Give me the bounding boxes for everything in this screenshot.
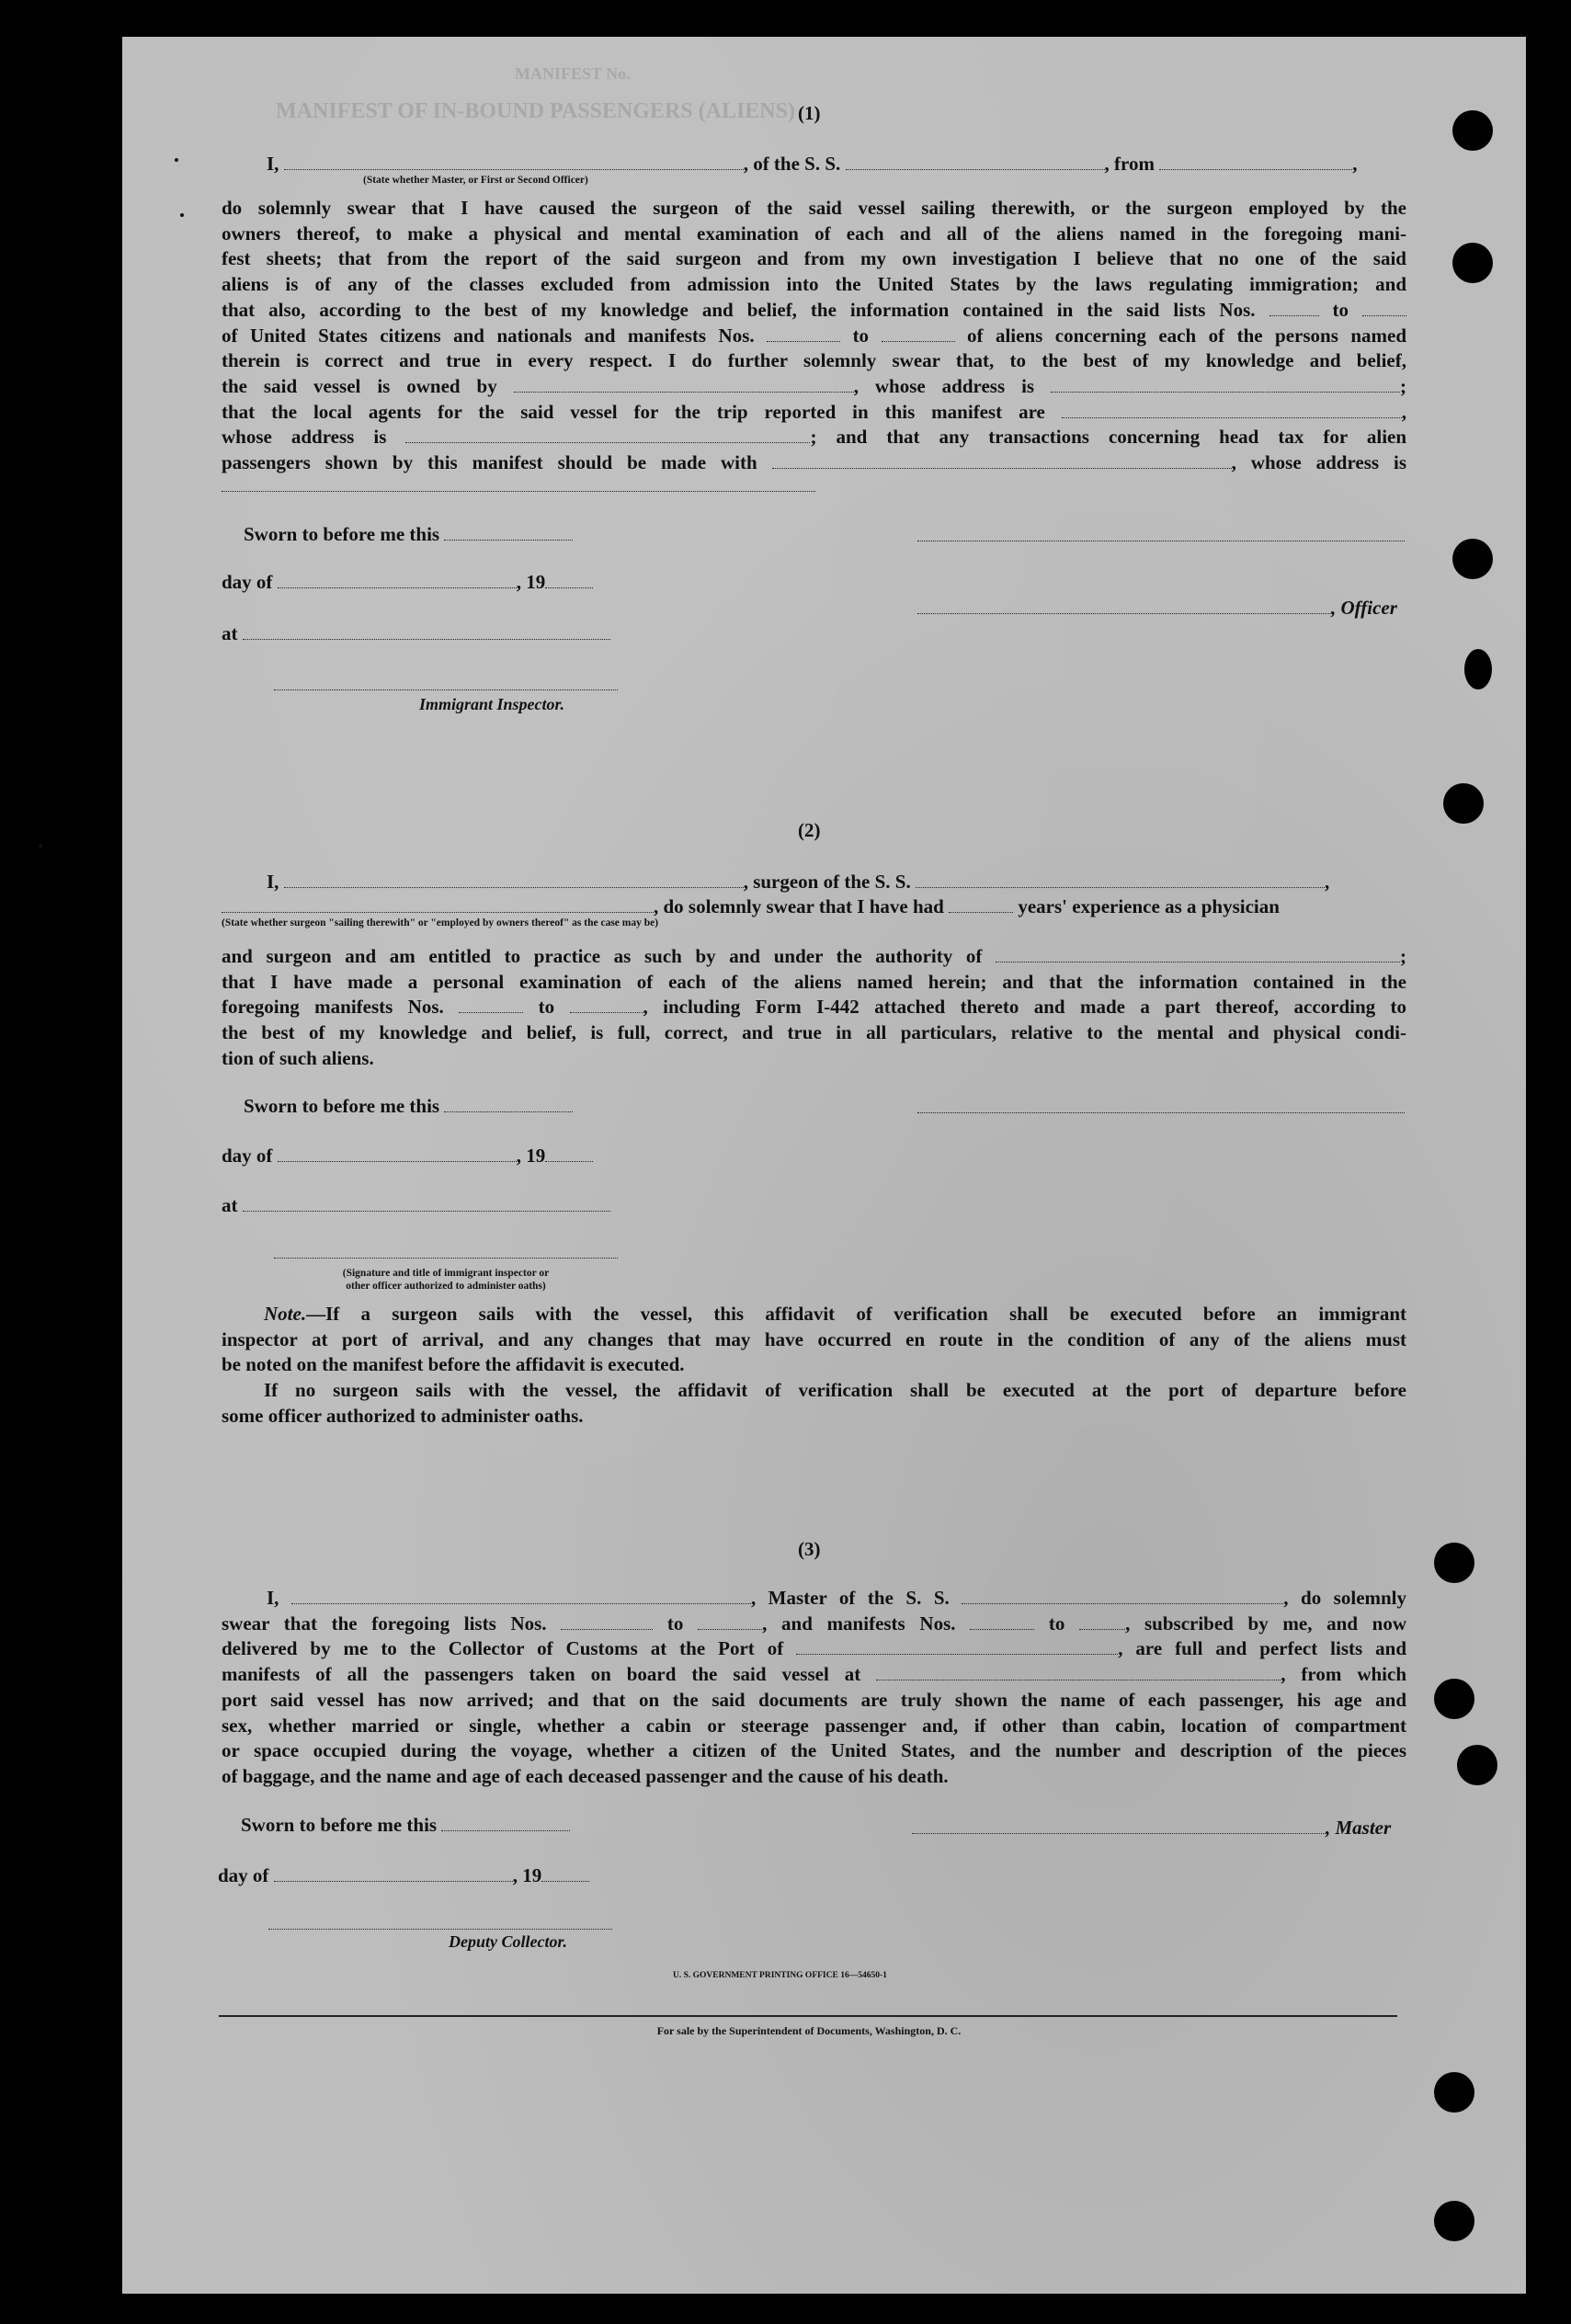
s1-us-line	[222, 324, 1406, 349]
binder-hole	[1434, 2072, 1474, 2113]
s3-body-line: or space occupied during the voyage, whether a citizen of the United States, and the number and description of the pieces	[222, 1739, 1406, 1762]
s3-line2	[222, 1612, 1406, 1637]
s3-line3	[222, 1636, 1406, 1662]
s1-officer-label: , Officer	[1331, 597, 1397, 619]
s2-sig-note-1: (Signature and title of immigrant inspector or	[342, 1268, 550, 1279]
s1-officer-signature-field[interactable]	[917, 597, 1331, 614]
footer-rule	[219, 2015, 1397, 2017]
s3-body-line: port said vessel has now arrived; and that on the said documents are truly shown the name of each passenger, his age and	[222, 1688, 1406, 1711]
s1-lists-to: to	[1332, 298, 1349, 321]
ghost-manifest-title: MANIFEST OF IN-BOUND PASSENGERS (ALIENS)	[276, 99, 795, 123]
binder-hole	[1434, 2201, 1474, 2241]
s2-surgeon-of-ss: , surgeon of the S. S.	[743, 871, 911, 893]
s3-master-name-field[interactable]	[291, 1587, 751, 1604]
s1-sworn-field[interactable]	[444, 523, 573, 541]
s1-owned-text: the said vessel is owned by	[222, 374, 497, 397]
s3-day-of	[218, 1863, 589, 1888]
s3-body-line: sex, whether married or single, whether a cabin or steerage passenger and, if other than cabin, location of compartment	[222, 1714, 1406, 1737]
s3-line4	[222, 1662, 1406, 1688]
s3-master-signature-field[interactable]	[912, 1817, 1326, 1834]
s1-day-of-text: day of	[222, 571, 273, 593]
s2-best-line: the best of my knowledge and belief, is full, correct, and true in all particulars, relative to the mental and physical condi-	[222, 1021, 1406, 1044]
gpo-imprint: U. S. GOVERNMENT PRINTING OFFICE 16—54650-1	[673, 1971, 887, 1980]
s2-years-field[interactable]	[949, 895, 1013, 913]
s2-auth-text: and surgeon and am entitled to practice as such by and under the authority of	[222, 945, 983, 967]
s2-note2-line	[222, 1378, 1406, 1404]
s1-manifest-from-field[interactable]	[767, 325, 840, 342]
binder-hole	[1452, 243, 1493, 283]
s1-inspector-label: Immigrant Inspector.	[419, 695, 565, 713]
s2-at-field[interactable]	[243, 1194, 610, 1212]
s1-from-field[interactable]	[1159, 153, 1352, 170]
s1-officer-note: (State whether Master, or First or Second Officer)	[363, 175, 588, 186]
speck	[175, 158, 178, 162]
s1-owner-address-field[interactable]	[1051, 375, 1400, 393]
binder-hole	[1434, 1543, 1474, 1583]
s3-master-label: , Master	[1326, 1817, 1392, 1839]
s1-day-field[interactable]	[278, 571, 517, 588]
binder-hole	[1464, 649, 1492, 689]
s1-agents-comma: ,	[1401, 400, 1407, 423]
s1-vessel-field[interactable]	[846, 153, 1105, 170]
s2-fm-line	[222, 995, 1406, 1020]
s2-note	[222, 1302, 1406, 1430]
s2-fm-to: to	[538, 996, 555, 1019]
s2-authority-field[interactable]	[996, 945, 1400, 963]
s1-comma: ,	[1352, 153, 1358, 175]
binder-hole	[1452, 539, 1493, 579]
s1-agents-line	[222, 400, 1406, 426]
s3-manifests-text: , and manifests Nos.	[762, 1612, 956, 1635]
s2-sworn-field[interactable]	[444, 1095, 573, 1112]
s1-body-line: aliens is of any of the classes excluded from admission into the United States by the laws regulating immigration; and	[222, 273, 1406, 296]
s2-line2	[222, 894, 1280, 919]
s1-pass-line	[222, 450, 1406, 476]
s3-year-field[interactable]	[541, 1864, 589, 1882]
s1-body	[222, 196, 1406, 476]
s3-sworn	[241, 1813, 570, 1838]
s2-note2-line: some officer authorized to administer oaths.	[222, 1404, 584, 1427]
s1-manifest-to-field[interactable]	[882, 325, 955, 342]
s3-lists-text: swear that the foregoing lists Nos.	[222, 1612, 547, 1635]
section2-number: (2)	[798, 819, 821, 841]
s3-manifests-all-text: manifests of all the passengers taken on board the said vessel at	[222, 1663, 861, 1686]
s3-lists-to-field[interactable]	[698, 1612, 762, 1630]
s2-line1	[267, 870, 1329, 894]
s1-i: I,	[267, 153, 279, 175]
footer-sale-note: For sale by the Superintendent of Documents, Washington, D. C.	[656, 2024, 962, 2037]
s2-years-text: years' experience as a physician	[1018, 895, 1280, 917]
speck	[180, 213, 184, 217]
s3-lists-to: to	[666, 1612, 684, 1635]
s1-pass-text: passengers shown by this manifest should be made with	[222, 451, 757, 474]
s2-day-of-text: day of	[222, 1145, 273, 1167]
s1-from: , from	[1104, 153, 1155, 175]
s3-year-text: , 19	[512, 1864, 542, 1886]
s1-owner-field[interactable]	[514, 375, 854, 393]
s1-lists-from-field[interactable]	[1269, 299, 1319, 316]
s3-solemnly: , do solemnly	[1283, 1587, 1407, 1609]
s3-master	[912, 1816, 1391, 1840]
s2-sworn-text: Sworn to before me this	[244, 1095, 440, 1117]
s2-semicolon: ;	[1400, 945, 1406, 967]
s2-sailing-status-field[interactable]	[222, 895, 654, 913]
s3-master-of-ss: , Master of the S. S.	[750, 1587, 950, 1609]
s1-at-field[interactable]	[243, 622, 610, 640]
s3-day-field[interactable]	[274, 1864, 513, 1882]
s1-line1	[267, 152, 1357, 177]
s2-auth-line	[222, 944, 1406, 970]
s1-lists-text: that also, according to the best of my knowledge and belief, the information contained in the said lists Nos.	[222, 298, 1256, 321]
binder-hole	[1452, 110, 1493, 151]
s1-us-text: of United States citizens and nationals and manifests Nos.	[222, 324, 755, 347]
ghost-manifest-no: MANIFEST No.	[515, 64, 631, 83]
s1-inspector-signature-line[interactable]	[274, 689, 618, 690]
s2-swear-text: , do solemnly swear that I have had	[654, 895, 944, 917]
s3-body	[222, 1586, 1406, 1790]
s2-i: I,	[267, 871, 279, 893]
s2-vessel-field[interactable]	[916, 871, 1325, 888]
s2-fm-text-b: , including Form I-442 attached thereto and made a part thereof, according to	[643, 996, 1407, 1019]
s3-port-field[interactable]	[796, 1637, 1118, 1655]
s3-from-which-text: , from which	[1281, 1663, 1406, 1686]
s2-at-text: at	[222, 1194, 238, 1216]
s2-sig-note-2: other officer authorized to administer oaths)	[346, 1281, 546, 1292]
s2-inspector-signature-line[interactable]	[274, 1258, 618, 1259]
s2-note-label: Note.	[264, 1303, 307, 1325]
s3-i: I,	[267, 1587, 279, 1609]
s1-officer-name-field[interactable]	[284, 153, 744, 170]
s3-sworn-text: Sworn to before me this	[241, 1814, 438, 1836]
s3-manifest-to-field[interactable]	[1079, 1612, 1125, 1630]
speck	[39, 844, 42, 848]
s1-of-ss: , of the S. S.	[743, 153, 841, 175]
s2-day-of	[222, 1144, 593, 1168]
s1-owner-address-label: , whose address is	[853, 374, 1035, 397]
s3-departure-port-field[interactable]	[876, 1663, 1281, 1680]
s2-note2-text: If no surgeon sails with the vessel, the affidavit of verification shall be executed at the port of departure before	[264, 1379, 1406, 1402]
s2-tion-line: tion of such aliens.	[222, 1046, 374, 1069]
s2-at	[222, 1193, 610, 1218]
s2-exam-line: that I have made a personal examination of each of the aliens named herein; and that the information contained in the	[222, 970, 1406, 993]
s2-day-field[interactable]	[278, 1145, 517, 1162]
s1-pass-text-b: , whose address is	[1231, 451, 1407, 474]
binder-hole	[1443, 783, 1484, 824]
s1-us-to: to	[852, 324, 870, 347]
s2-note-line: inspector at port of arrival, and any changes that may have occurred en route in the condition of any of the aliens must	[222, 1327, 1406, 1350]
s3-delivered-text: delivered by me to the Collector of Customs at the Port of	[222, 1637, 784, 1660]
s1-at	[222, 621, 610, 646]
s3-day-of-text: day of	[218, 1864, 269, 1886]
s3-body-line: of baggage, and the name and age of each deceased passenger and the cause of his death.	[222, 1764, 949, 1787]
s3-perfect-text: , are full and perfect lists and	[1118, 1637, 1406, 1660]
s1-addr-line	[222, 425, 1406, 450]
s3-manifest-from-field[interactable]	[970, 1612, 1034, 1630]
binder-hole	[1457, 1745, 1497, 1785]
s2-surgeon-note: (State whether surgeon "sailing therewith" or "employed by owners thereof" as the case may be)	[222, 917, 659, 928]
s2-surgeon-signature-line[interactable]	[917, 1112, 1405, 1113]
s2-year-text: , 19	[516, 1145, 546, 1167]
s3-lists-from-field[interactable]	[561, 1612, 653, 1630]
s1-body-line: do solemnly swear that I have caused the surgeon of the said vessel sailing therewith, or the surgeon employed by the	[222, 197, 1406, 219]
s3-subscribed-text: , subscribed by me, and now	[1125, 1612, 1407, 1635]
section3-number: (3)	[798, 1538, 821, 1560]
s3-sworn-field[interactable]	[441, 1814, 570, 1831]
s3-deputy-label: Deputy Collector.	[449, 1932, 567, 1951]
s2-year-field[interactable]	[545, 1145, 593, 1162]
section1-number: (1)	[798, 102, 821, 124]
s3-manifest-to: to	[1048, 1612, 1065, 1635]
s1-lists-to-field[interactable]	[1362, 299, 1406, 316]
s2-manifest-to-field[interactable]	[570, 996, 643, 1013]
s1-addr-text: whose address is	[222, 426, 387, 449]
s3-line1	[222, 1586, 1406, 1612]
s1-year-field[interactable]	[545, 571, 593, 588]
s1-officer	[917, 596, 1397, 621]
s1-at-text: at	[222, 622, 238, 644]
s2-surgeon-name-field[interactable]	[284, 871, 744, 888]
s1-headtax-field[interactable]	[772, 451, 1232, 469]
s1-year-text: , 19	[516, 571, 546, 593]
s1-semicolon: ;	[1400, 374, 1407, 397]
s2-comma: ,	[1324, 871, 1330, 893]
s1-us-text-b: of aliens concerning each of the persons named	[967, 324, 1407, 347]
binder-hole	[1434, 1679, 1474, 1719]
s2-note-text: —If a surgeon sails with the vessel, this affidavit of verification shall be executed before an immigrant	[306, 1303, 1406, 1325]
s1-lists-line	[222, 298, 1406, 324]
s1-agents-text: that the local agents for the said vessel for the trip reported in this manifest are	[222, 400, 1045, 423]
s2-body	[222, 944, 1406, 1072]
s1-body-line: fest sheets; that from the report of the said surgeon and from my own investigation I believe that no one of the said	[222, 247, 1406, 270]
s1-agents-address-field[interactable]	[405, 426, 810, 443]
s3-vessel-field[interactable]	[962, 1587, 1283, 1604]
s1-headtax-address-field[interactable]	[222, 491, 815, 492]
s1-day-of	[222, 570, 593, 595]
s1-agents-field[interactable]	[1062, 401, 1402, 418]
s1-body-line: owners thereof, to make a physical and mental examination of each and all of the aliens named in the foregoing mani-	[222, 222, 1406, 245]
s1-owned-line	[222, 374, 1406, 400]
s2-manifest-from-field[interactable]	[459, 996, 523, 1013]
s1-sworn	[244, 522, 573, 547]
s2-sworn	[244, 1094, 573, 1119]
s1-addr-text-b: ; and that any transactions concerning head tax for alien	[810, 426, 1407, 449]
s2-note-line: be noted on the manifest before the affidavit is executed.	[222, 1353, 685, 1376]
s2-note-line	[222, 1302, 1406, 1327]
s1-sworn-text: Sworn to before me this	[244, 523, 440, 545]
s1-correct-line: therein is correct and true in every respect. I do further solemnly swear that, to the best of my knowledge and belief,	[222, 349, 1406, 372]
s2-fm-text: foregoing manifests Nos.	[222, 996, 444, 1019]
